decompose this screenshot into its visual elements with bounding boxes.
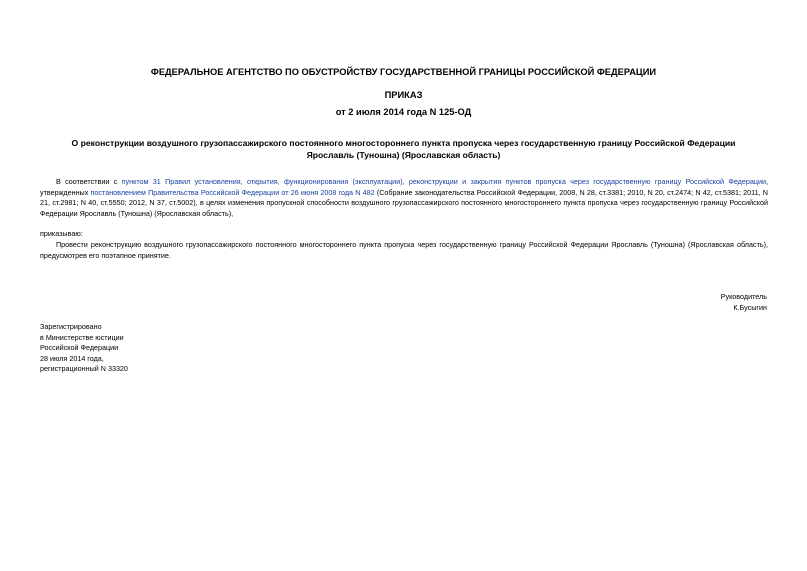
order-word: приказываю: — [40, 229, 83, 238]
preamble-suffix: (Собрание законодательства Российской Федерации, 2008, N 28, ст.3381; 2010, N 20, ст.2474; N 42, ст.5381; 2011, N 21, ст.2981; N 40, ст.5550; 2012, N 37, ст.5002), в целях изменения пропускной способности воздушного грузопассажирского постоянного многостороннего пункта пропуска через государственную границу Российской Федерации Ярославль (Туношна) (Ярославская область), — [40, 187, 769, 218]
agency-title: ФЕДЕРАЛЬНОЕ АГЕНТСТВО ПО ОБУСТРОЙСТВУ ГОСУДАРСТВЕННОЙ ГРАНИЦЫ РОССИЙСКОЙ ФЕДЕРАЦИИ — [150, 67, 657, 77]
subject-line-2: Ярославль (Туношна) (Ярославская область) — [306, 150, 501, 160]
preamble-prefix: В соответствии с — [56, 177, 122, 186]
order-text: Провести реконструкцию воздушного грузопассажирского постоянного многостороннего пункта пропуска через государственную границу Российской Федерации Ярославль (Туношна) (Ярославская область), предусмотрев его поэтапное принятие. — [40, 240, 768, 260]
preamble-middle: , утвержденных — [40, 177, 768, 197]
document-subject — [40, 137, 767, 161]
registration-line-2: в Министерстве юстиции — [40, 332, 124, 342]
document-date-number: от 2 июля 2014 года N 125-ОД — [335, 107, 472, 117]
registration-line-3: Российской Федерации — [40, 343, 119, 353]
government-decree-link[interactable]: постановлением Правительства Российской Федерации от 26 июня 2008 года N 482 — [90, 187, 375, 197]
subject-line-1: О реконструкции воздушного грузопассажирского постоянного многостороннего пункта пропуска через государственную границу Российской Федерации — [71, 138, 736, 148]
preamble-paragraph — [40, 177, 768, 219]
signatory-name: К.Бусыгин — [733, 302, 767, 312]
signature-block — [567, 292, 767, 313]
registration-line-5: регистрационный N 33320 — [40, 364, 128, 374]
document-type: ПРИКАЗ — [384, 90, 423, 100]
signatory-title: Руководитель — [720, 292, 767, 301]
registration-line-1: Зарегистрировано — [40, 322, 102, 331]
rules-link[interactable]: пунктом 31 Правил установления, открытия, функционирования (эксплуатации), реконструкции и закрытия пунктов пропуска через государственную границу Российской Федерации — [121, 177, 766, 186]
registration-block — [40, 322, 290, 375]
registration-line-4: 28 июля 2014 года, — [40, 353, 104, 363]
